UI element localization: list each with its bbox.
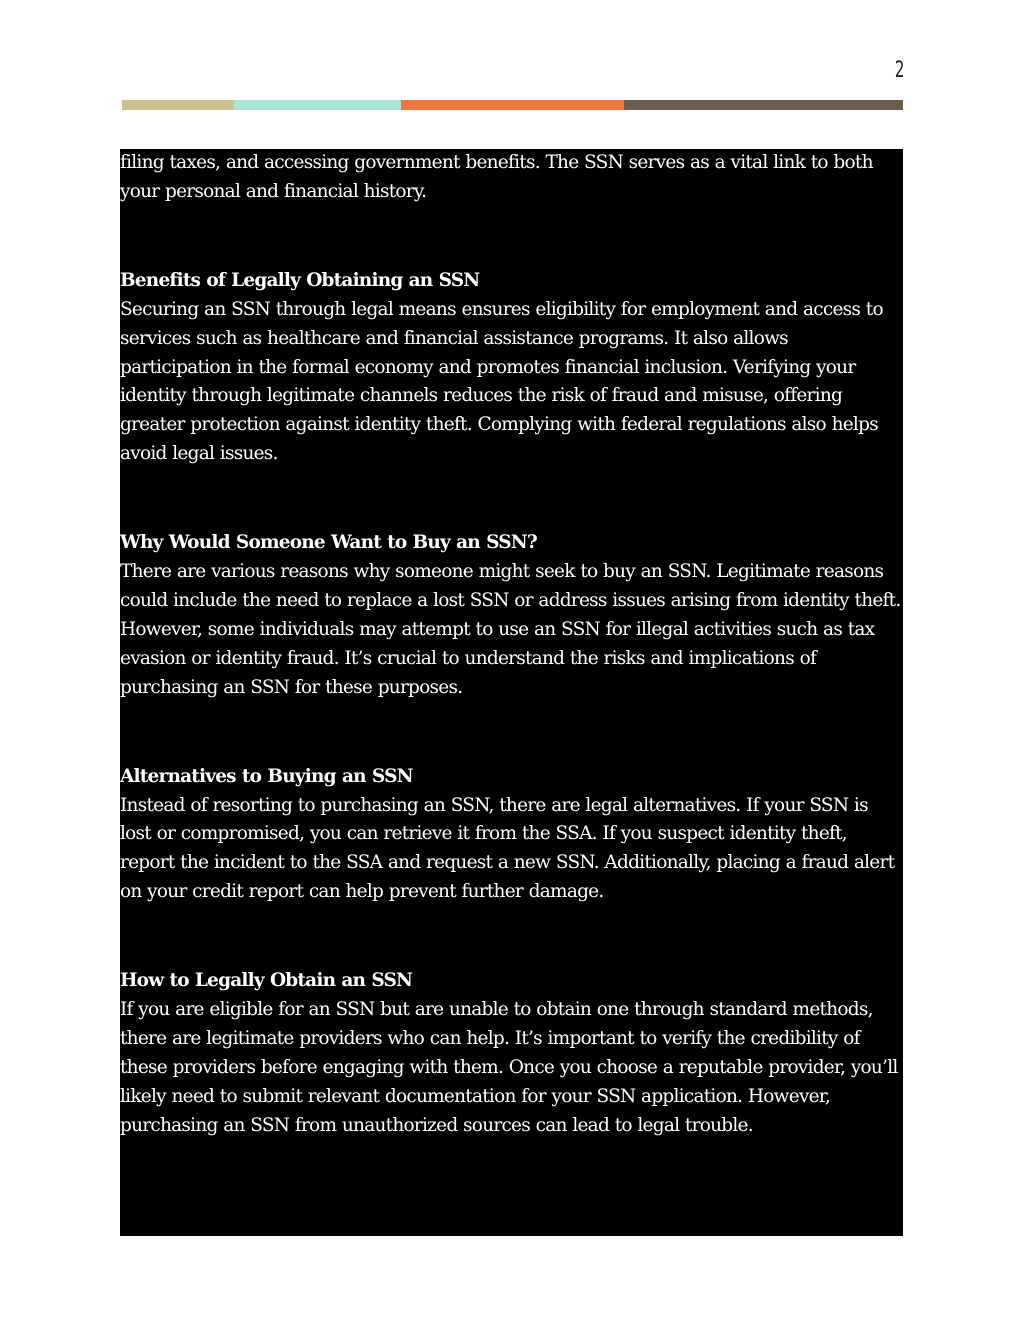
section-legal-obtain — [120, 967, 903, 1140]
section-body: Instead of resorting to purchasing an SSN, there are legal alternatives. If your SSN is lost or compromised, you can retrieve it from the SSA. If you suspect identity theft, report the incident to the SSA and request a new SSN. Additionally, placing a fraud alert on your credit report can help prevent further damage. — [120, 794, 895, 903]
section-spacer — [120, 207, 903, 267]
section-heading: Benefits of Legally Obtaining an SSN — [120, 269, 480, 291]
section-spacer — [120, 907, 903, 967]
section-spacer — [120, 703, 903, 763]
section-heading: Alternatives to Buying an SSN — [120, 765, 413, 787]
section-heading: How to Legally Obtain an SSN — [120, 970, 413, 992]
color-bar-segment-brown — [624, 100, 903, 110]
section-heading: Why Would Someone Want to Buy an SSN? — [120, 532, 537, 554]
section-why-buy — [120, 529, 903, 702]
section-body: There are various reasons why someone might seek to buy an SSN. Legitimate reasons could include the need to replace a lost SSN or address issues arising from identity theft. However, some individuals may attempt to use an SSN for illegal activities such as tax evasion or identity fraud. It’s crucial to understand the risks and implications of purchasing an SSN for these purposes. — [120, 561, 901, 698]
section-body: Securing an SSN through legal means ensures eligibility for employment and access to services such as healthcare and financial assistance programs. It also allows participation in the formal economy and promotes financial inclusion. Verifying your identity through legitimate channels reduces the risk of fraud and misuse, offering greater protection against identity theft. Complying with federal regulations also helps avoid legal issues. — [120, 298, 883, 465]
color-bar-segment-tan — [122, 100, 234, 110]
section-alternatives — [120, 763, 903, 908]
page-number: 2 — [894, 58, 904, 83]
color-bar-segment-aqua — [234, 100, 401, 110]
section-spacer — [120, 469, 903, 529]
header-color-bar — [122, 100, 903, 110]
intro-paragraph: filing taxes, and accessing government benefits. The SSN serves as a vital link to both your personal and financial history. — [120, 152, 873, 202]
section-body: If you are eligible for an SSN but are unable to obtain one through standard methods, there are legitimate providers who can help. It’s important to verify the credibility of these providers before engaging with them. Once you choose a reputable provider, you’ll likely need to submit relevant documentation for your SSN application. However, purchasing an SSN from unauthorized sources can lead to legal trouble. — [120, 999, 898, 1136]
document-body — [120, 149, 903, 1236]
section-benefits — [120, 267, 903, 469]
color-bar-segment-orange — [401, 100, 624, 110]
